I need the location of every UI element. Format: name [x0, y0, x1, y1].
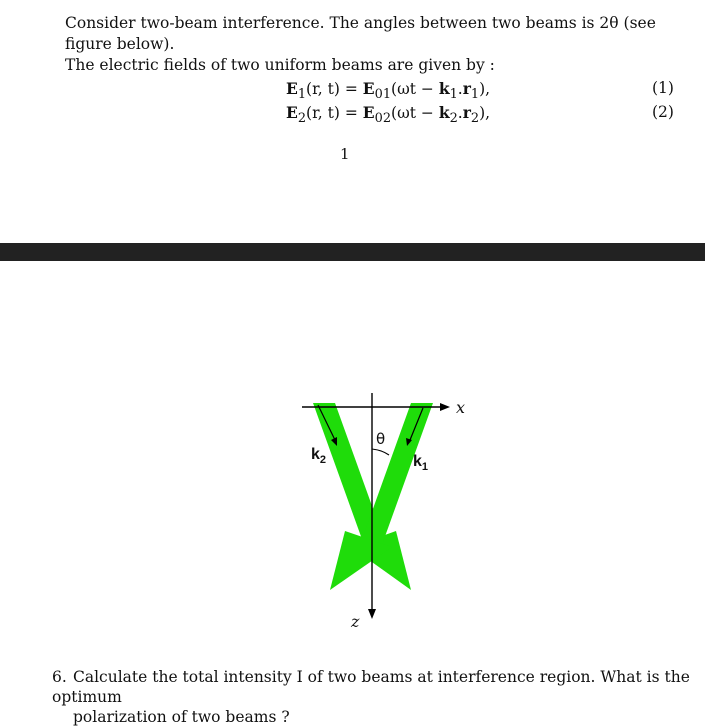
page-number: 1	[340, 145, 350, 163]
equation-2: $E_2(r$, $t) = E_{02}(\omega t - k_2.r_2)$,	[286, 103, 491, 127]
theta-arc	[372, 449, 389, 455]
z-axis-arrowhead	[368, 609, 376, 619]
equation-number-2: (2)	[652, 103, 674, 121]
k2-label: $k_2$	[311, 446, 327, 466]
x-label: x	[456, 398, 466, 417]
equation-1: $E_1(r$, $t) = E_{01}(\omega t - k_1.r_1)$,	[286, 79, 491, 103]
z-label: z	[351, 612, 360, 631]
x-axis-arrowhead	[440, 403, 450, 411]
question-line-1: Calculate the total intensity I of two beams at interference region. What is the optimum	[52, 668, 690, 706]
intro-line-2: The electric fields of two uniform beams are given by :	[65, 56, 495, 74]
intro-line-1: Consider two-beam interference. The angles between two beams is 2θ (see figure below).	[65, 14, 656, 53]
k1-label: $k_1$	[413, 453, 429, 473]
equation-number-1: (1)	[652, 79, 674, 97]
question-number: 6.	[52, 668, 67, 686]
question-6	[52, 667, 692, 727]
question-line-2: polarization of two beams ?	[73, 708, 290, 726]
theta-label: θ	[376, 430, 386, 448]
